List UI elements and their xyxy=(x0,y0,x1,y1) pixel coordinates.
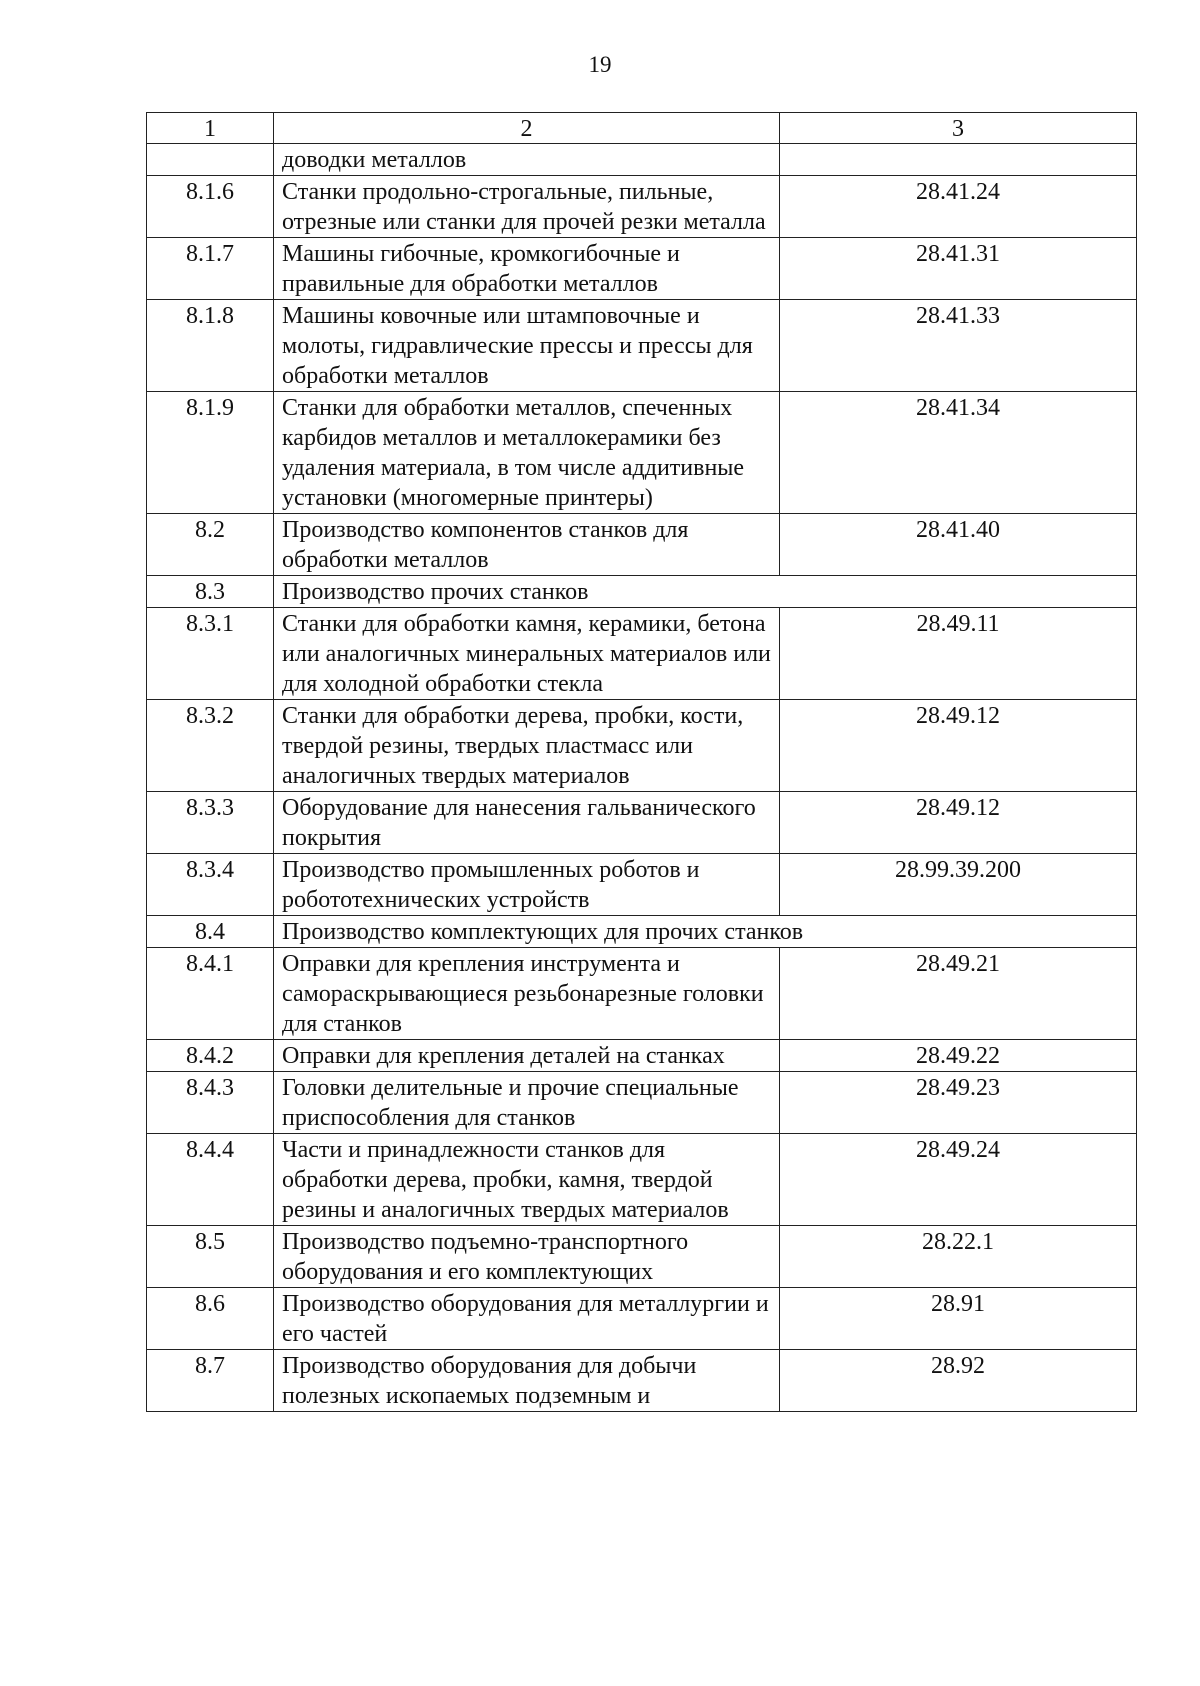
row-number-cell: 8.3.3 xyxy=(147,792,274,854)
table-row xyxy=(147,854,1137,916)
table-row xyxy=(147,176,1137,238)
row-code-cell: 28.49.21 xyxy=(780,948,1137,1040)
row-name-cell: Станки для обработки дерева, пробки, кости, твердой резины, твердых пластмасс или аналогичных твердых материалов xyxy=(274,700,780,792)
column-header: 1 xyxy=(147,113,274,144)
row-code-cell: 28.49.12 xyxy=(780,792,1137,854)
row-name-cell: Производство комплектующих для прочих станков xyxy=(274,916,1137,948)
row-code-cell: 28.92 xyxy=(780,1350,1137,1412)
row-name-cell: Производство подъемно-транспортного оборудования и его комплектующих xyxy=(274,1226,780,1288)
row-code-cell: 28.41.31 xyxy=(780,238,1137,300)
table-row xyxy=(147,792,1137,854)
row-name-cell: Оправки для крепления инструмента и самораскрывающиеся резьбонарезные головки для станков xyxy=(274,948,780,1040)
row-number-cell: 8.1.7 xyxy=(147,238,274,300)
classification-table xyxy=(146,112,1137,1412)
row-number-cell: 8.4.3 xyxy=(147,1072,274,1134)
row-number-cell: 8.3 xyxy=(147,576,274,608)
table-row xyxy=(147,608,1137,700)
table-row xyxy=(147,514,1137,576)
row-code-cell: 28.49.11 xyxy=(780,608,1137,700)
row-code-cell: 28.49.23 xyxy=(780,1072,1137,1134)
row-code-cell: 28.49.24 xyxy=(780,1134,1137,1226)
row-code-cell: 28.91 xyxy=(780,1288,1137,1350)
row-name-cell: Станки для обработки металлов, спеченных карбидов металлов и металлокерамики без удаления материала, в том числе аддитивные установки (многомерные принтеры) xyxy=(274,392,780,514)
row-name-cell: Производство компонентов станков для обработки металлов xyxy=(274,514,780,576)
row-number-cell xyxy=(147,144,274,176)
row-number-cell: 8.4 xyxy=(147,916,274,948)
table-row xyxy=(147,1040,1137,1072)
table-row xyxy=(147,300,1137,392)
table-row xyxy=(147,576,1137,608)
table-row xyxy=(147,144,1137,176)
row-code-cell: 28.49.22 xyxy=(780,1040,1137,1072)
row-name-cell: Производство прочих станков xyxy=(274,576,1137,608)
row-number-cell: 8.5 xyxy=(147,1226,274,1288)
row-code-cell: 28.22.1 xyxy=(780,1226,1137,1288)
table-row xyxy=(147,1226,1137,1288)
table-row xyxy=(147,916,1137,948)
table-body xyxy=(147,144,1137,1412)
table-row xyxy=(147,1072,1137,1134)
row-name-cell: Производство промышленных роботов и робототехнических устройств xyxy=(274,854,780,916)
row-code-cell: 28.41.40 xyxy=(780,514,1137,576)
row-name-cell: Оправки для крепления деталей на станках xyxy=(274,1040,780,1072)
row-number-cell: 8.3.4 xyxy=(147,854,274,916)
column-header: 3 xyxy=(780,113,1137,144)
row-number-cell: 8.4.1 xyxy=(147,948,274,1040)
row-number-cell: 8.1.6 xyxy=(147,176,274,238)
row-code-cell: 28.41.24 xyxy=(780,176,1137,238)
column-header: 2 xyxy=(274,113,780,144)
table-row xyxy=(147,1350,1137,1412)
row-code-cell: 28.99.39.200 xyxy=(780,854,1137,916)
page-number: 19 xyxy=(588,52,612,77)
row-number-cell: 8.3.1 xyxy=(147,608,274,700)
row-number-cell: 8.1.9 xyxy=(147,392,274,514)
table-row xyxy=(147,1134,1137,1226)
table-row xyxy=(147,392,1137,514)
row-code-cell: 28.49.12 xyxy=(780,700,1137,792)
row-code-cell: 28.41.33 xyxy=(780,300,1137,392)
table-row xyxy=(147,1288,1137,1350)
row-number-cell: 8.4.2 xyxy=(147,1040,274,1072)
table-row xyxy=(147,238,1137,300)
row-name-cell: Головки делительные и прочие специальные приспособления для станков xyxy=(274,1072,780,1134)
row-number-cell: 8.2 xyxy=(147,514,274,576)
table-header-row xyxy=(147,113,1137,144)
row-number-cell: 8.7 xyxy=(147,1350,274,1412)
row-number-cell: 8.6 xyxy=(147,1288,274,1350)
row-code-cell xyxy=(780,144,1137,176)
row-name-cell: Машины гибочные, кромкогибочные и правильные для обработки металлов xyxy=(274,238,780,300)
row-name-cell: Станки для обработки камня, керамики, бетона или аналогичных минеральных материалов или для холодной обработки стекла xyxy=(274,608,780,700)
table-row xyxy=(147,948,1137,1040)
row-number-cell: 8.1.8 xyxy=(147,300,274,392)
row-name-cell: Машины ковочные или штамповочные и молоты, гидравлические прессы и прессы для обработки металлов xyxy=(274,300,780,392)
row-code-cell: 28.41.34 xyxy=(780,392,1137,514)
row-name-cell: Части и принадлежности станков для обработки дерева, пробки, камня, твердой резины и аналогичных твердых материалов xyxy=(274,1134,780,1226)
row-number-cell: 8.4.4 xyxy=(147,1134,274,1226)
row-name-cell: Станки продольно-строгальные, пильные, отрезные или станки для прочей резки металла xyxy=(274,176,780,238)
row-number-cell: 8.3.2 xyxy=(147,700,274,792)
row-name-cell: Оборудование для нанесения гальванического покрытия xyxy=(274,792,780,854)
row-name-cell: Производство оборудования для металлургии и его частей xyxy=(274,1288,780,1350)
row-name-cell: Производство оборудования для добычи полезных ископаемых подземным и xyxy=(274,1350,780,1412)
table-row xyxy=(147,700,1137,792)
row-name-cell: доводки металлов xyxy=(274,144,780,176)
